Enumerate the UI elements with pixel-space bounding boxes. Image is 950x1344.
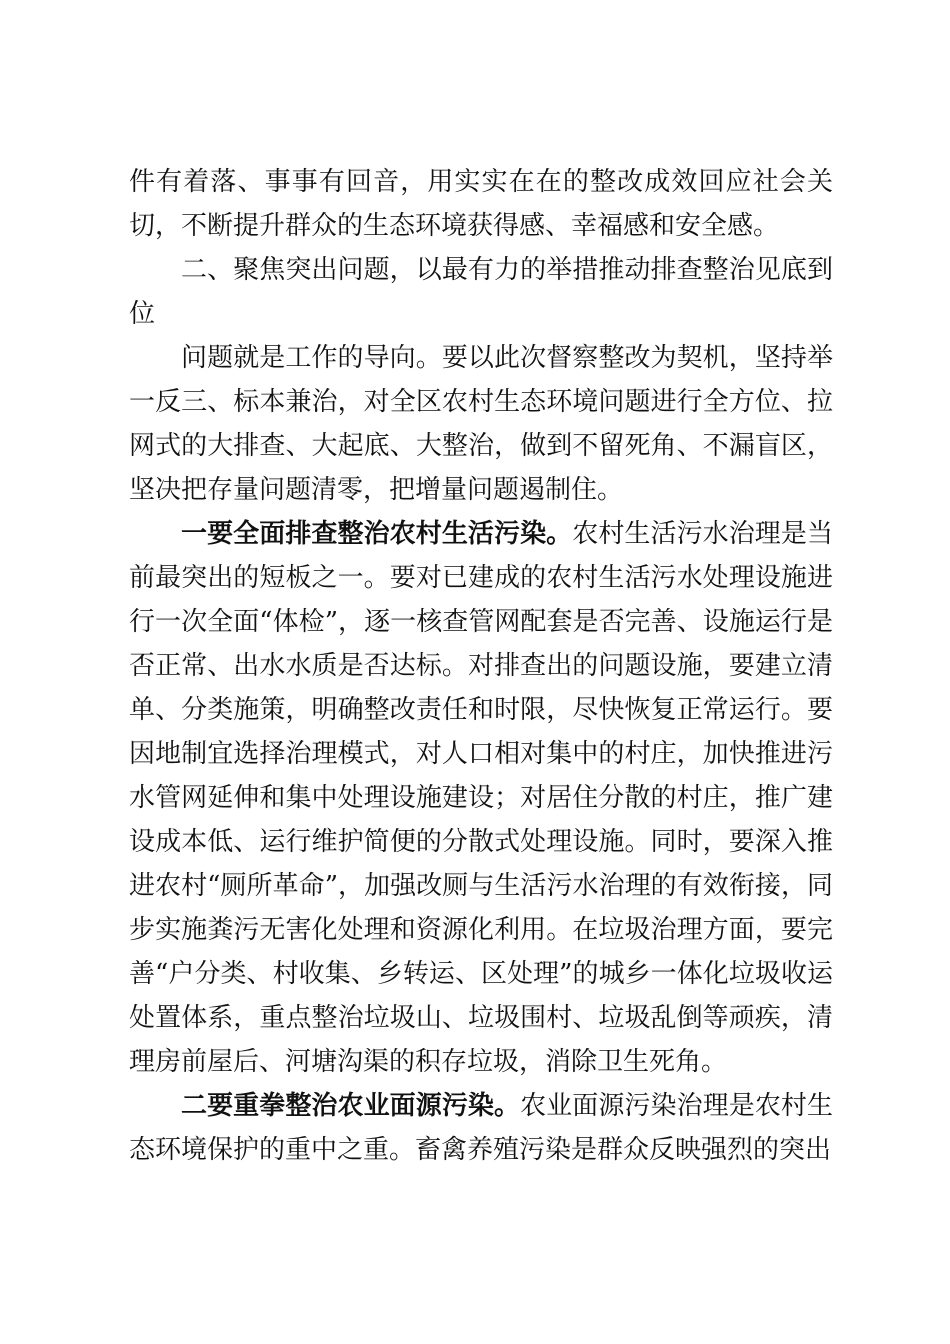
point-two-lead: 二要重拳整治农业面源污染。 xyxy=(181,1091,521,1121)
paragraph-point-one xyxy=(129,512,833,1084)
paragraph-intro xyxy=(129,336,833,512)
paragraph-text: 件有着落、事事有回音，用实实在在的整改成效回应社会关切，不断提升群众的生态环境获得感、幸福感和安全感。 xyxy=(129,167,833,241)
paragraph-text: 问题就是工作的导向。要以此次督察整改为契机，坚持举一反三、标本兼治，对全区农村生态环境问题进行全方位、拉网式的大排查、大起底、大整治，做到不留死角、不漏盲区，坚决把存量问题清零，把增量问题遏制住。 xyxy=(129,343,833,505)
paragraph-text: 农村生活污水治理是当前最突出的短板之一。要对已建成的农村生活污水处理设施进行一次全面“体检”，逐一核查管网配套是否完善、设施运行是否正常、出水水质是否达标。对排查出的问题设施，要建立清单、分类施策，明确整改责任和时限，尽快恢复正常运行。要因地制宜选择治理模式，对人口相对集中的村庄，加快推进污水管网延伸和集中处理设施建设；对居住分散的村庄，推广建设成本低、运行维护简便的分散式处理设施。同时，要深入推进农村“厕所革命”，加强改厕与生活污水治理的有效衔接，同步实施粪污无害化处理和资源化利用。在垃圾治理方面，要完善“户分类、村收集、乡转运、区处理”的城乡一体化垃圾收运处置体系，重点整治垃圾山、垃圾围村、垃圾乱倒等顽疾，清理房前屋后、河塘沟渠的积存垃圾，消除卫生死角。 xyxy=(129,519,833,1077)
point-one-lead: 一要全面排查整治农村生活污染。 xyxy=(181,519,573,549)
document-body xyxy=(129,160,833,1172)
section-heading-text: 二、聚焦突出问题，以最有力的举措推动排查整治见底到位 xyxy=(129,255,833,329)
paragraph-text: 农业面源污染治理是农村生态环境保护的重中之重。畜禽养殖污染是群众反映强烈的突出 xyxy=(129,1091,833,1165)
paragraph-continuation xyxy=(129,160,833,248)
paragraph-point-two xyxy=(129,1084,833,1172)
section-heading xyxy=(129,248,833,336)
